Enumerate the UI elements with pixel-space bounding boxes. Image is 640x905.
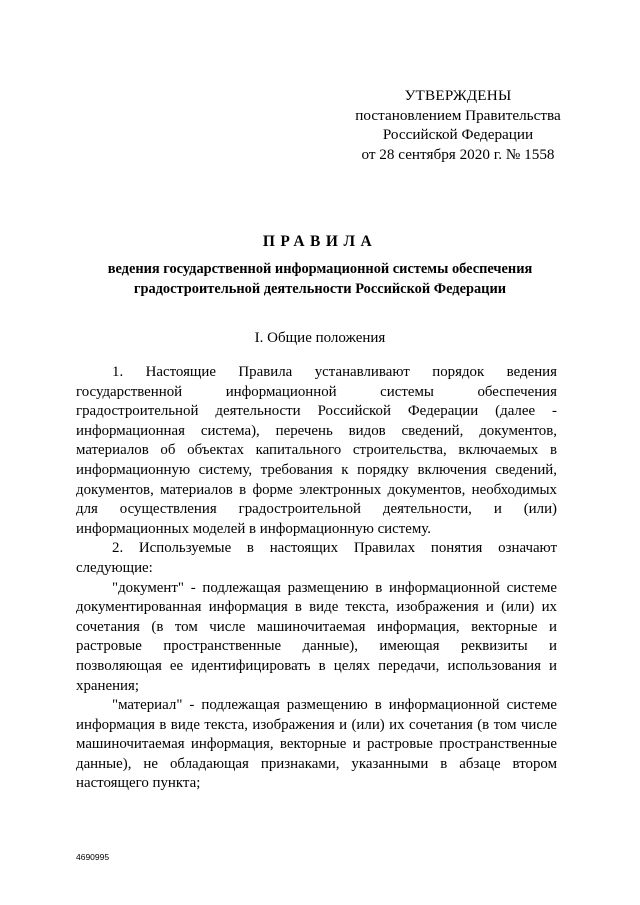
approval-title: УТВЕРЖДЕНЫ xyxy=(404,87,512,104)
section-heading: I. Общие положения xyxy=(254,330,386,346)
approval-line-2: Российской Федерации xyxy=(382,126,534,143)
approval-line-3: от 28 сентября 2020 г. № 1558 xyxy=(361,145,555,163)
paragraph-4: "материал" - подлежащая размещению в информационной системе информация в виде текста, изображения и (или) их сочетания (в том числе машиночитаемая информация, векторные и растровые пространственные данные), не обладающая признаками, указанными в абзаце втором настоящего пункта; xyxy=(76,697,557,792)
approval-line-1: постановлением Правительства xyxy=(355,106,561,124)
document-subtitle: ведения государственной информационной системы обеспечения градостроительной деятельности Российской Федерации xyxy=(107,261,533,297)
paragraph-3: "документ" - подлежащая размещению в информационной системе документированная информация в виде текста, изображения и (или) их сочетания (в том числе машиночитаемая информация, векторные и растровые пространственные данные), имеющая реквизиты и позволяющая ее идентифицировать в целях передачи, использования и хранения; xyxy=(76,579,557,694)
paragraph-1: 1. Настоящие Правила устанавливают порядок ведения государственной информационной системы обеспечения градостроительной деятельности Российской Федерации (далее - информационная система), перечень видов сведений, документов, материалов об объектах капитального строительства, включаемых в информационную систему, требования к порядку включения сведений, документов, материалов в форме электронных документов, необходимых для осуществления градостроительной деятельности, и (или) информационных моделей в информационную систему. xyxy=(76,364,557,537)
approval-block xyxy=(348,86,568,164)
footer-document-code: 4690995 xyxy=(76,852,110,862)
document-body xyxy=(76,363,557,794)
document-title: ПРАВИЛА xyxy=(262,233,378,250)
paragraph-2: 2. Используемые в настоящих Правилах понятия означают следующие: xyxy=(76,540,557,576)
